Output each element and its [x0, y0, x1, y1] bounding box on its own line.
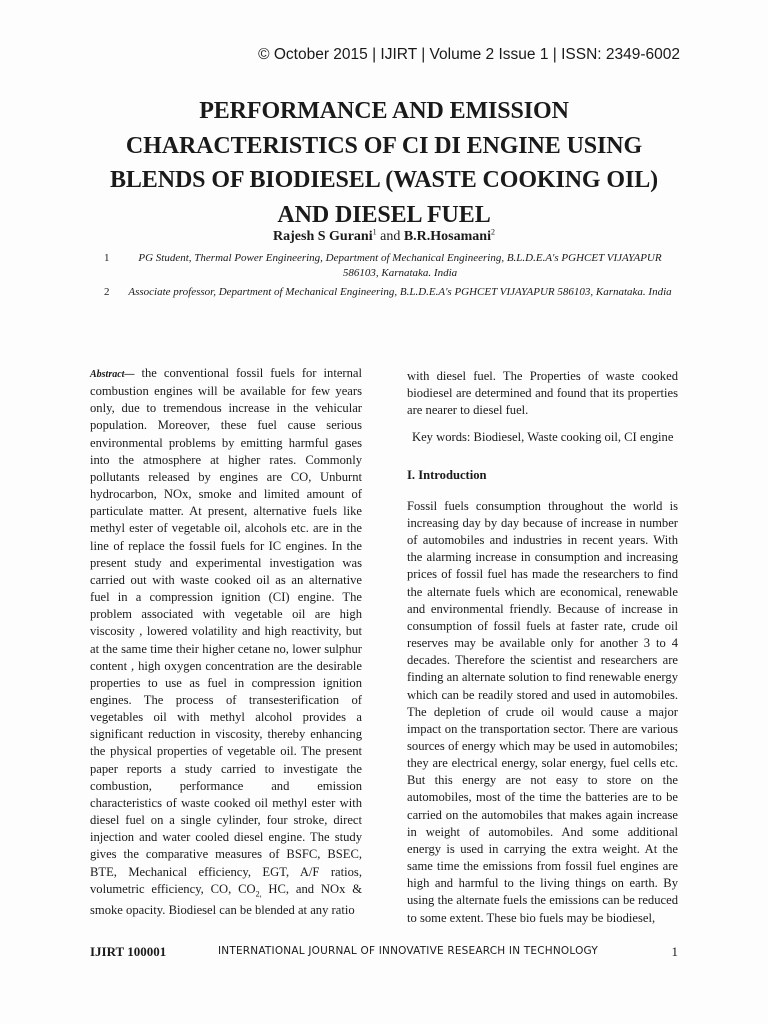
left-column [90, 365, 362, 920]
author-superscript: 2 [490, 227, 495, 237]
affiliation-text: PG Student, Thermal Power Engineering, Department of Mechanical Engineering, B.L.D.E.A's PGHCET VIJAYAPUR 586103, Karnataka. India [138, 252, 662, 279]
journal-name: INTERNATIONAL JOURNAL OF INNOVATIVE RESEARCH IN TECHNOLOGY [218, 945, 598, 957]
page-number: 1 [671, 944, 678, 959]
affiliation [104, 285, 672, 300]
author-name: Rajesh S Gurani [273, 229, 373, 244]
abstract-continuation: with diesel fuel. The Properties of waste cooked biodiesel are determined and found that its properties are nearer to diesel fuel. [407, 369, 678, 418]
section-heading: I. Introduction [407, 467, 487, 482]
introduction-paragraph: Fossil fuels consumption throughout the world is increasing day by day because of increase in number of automobiles and industries in recent years. With the alarming increase in consumption and increasing prices of fossil fuel has made the researchers to find the alternate fuels which are economical, renewable and environmental friendly. Because of increase in consumption of fossil fuels at faster rate, crude oil reserves may be available only for another 3 to 4 decades. Therefore the scientist and researchers are finding an alternate solution to find renewable energy which can be readily stored and used in automobiles. The depletion of crude oil would cause a major impact on the transportation sector. There are various sources of energy which may be used in automobiles; they are electrical energy, solar energy, fuel cells etc. But this energy are not easy to store on the automobiles, most of the time the batteries are to be carried on the automobiles that makes again increase in weight of automobiles. And some additional energy is used in carrying the extra weight. At the same time the emissions from fossil fuel engines are high and harmful to the living things on earth. By using the alternate fuels the emissions can be reduced to some extent. These bio fuels may be biodiesel, [407, 498, 678, 925]
author-line [0, 229, 768, 245]
abstract-label: Abstract— [90, 369, 135, 380]
right-column [407, 368, 678, 927]
affiliation-number: 2 [104, 286, 110, 298]
author-connector: and [376, 229, 404, 244]
affiliation-text: Associate professor, Department of Mechanical Engineering, B.L.D.E.A's PGHCET VIJAYAPUR 586103, Karnataka. India [128, 286, 672, 298]
affiliation [104, 251, 672, 281]
paper-id: IJIRT 100001 [90, 944, 167, 959]
paper-title: PERFORMANCE AND EMISSION CHARACTERISTICS OF CI DI ENGINE USING BLENDS OF BIODIESEL (WASTE COOKING OIL) AND DIESEL FUEL [109, 98, 659, 228]
keywords: Key words: Biodiesel, Waste cooking oil, CI engine [412, 430, 674, 445]
co2-subscript: 2, [255, 889, 262, 899]
journal-header: © October 2015 | IJIRT | Volume 2 Issue 1 | ISSN: 2349-6002 [258, 46, 680, 63]
affiliation-number: 1 [104, 252, 110, 264]
abstract-text-tail: HC, and NOx & smoke opacity. Biodiesel can be blended at any ratio [90, 881, 362, 918]
abstract-text: the conventional fossil fuels for internal combustion engines will be available for few years only, due to tremendous increase in the vehicular population. Moreover, these fuel cause serious environmental problems by emitting harmful gases into the atmosphere at higher rates. Commonly pollutants released by engines are CO, Unburnt hydrocarbon, NOx, smoke and limited amount of particulate matter. At present, alternative fuels like methyl ester of vegetable oil, alcohols etc. are in the line of replace the fossil fuels for IC engines. In the present study and experimental investigation was carried out with waste cooked oil as an alternative fuel in a compression ignition (CI) engine. The problem associated with vegetable oil are high viscosity , lowered volatility and high reactivity, but at the same time their higher cetane no, lower sulphur content , high oxygen concentration are the desirable properties to use as fuel in compression ignition engines. The process of transesterification of vegetables oil with methyl alcohol provides a significant reduction in viscosity, thereby enhancing the physical properties of vegetable oil. The present paper reports a study carried to investigate the combustion, performance and emission characteristics of waste cooked oil methyl ester with diesel fuel on a single cylinder, four stroke, direct injection and water cooled diesel engine. The study gives the comparative measures of BSFC, BSEC, BTE, Mechanical efficiency, EGT, A/F ratios, volumetric efficiency, CO, CO [90, 366, 362, 896]
abstract-paragraph [90, 365, 362, 920]
author-superscript: 1 [372, 227, 377, 237]
author-name: B.R.Hosamani [403, 229, 491, 244]
